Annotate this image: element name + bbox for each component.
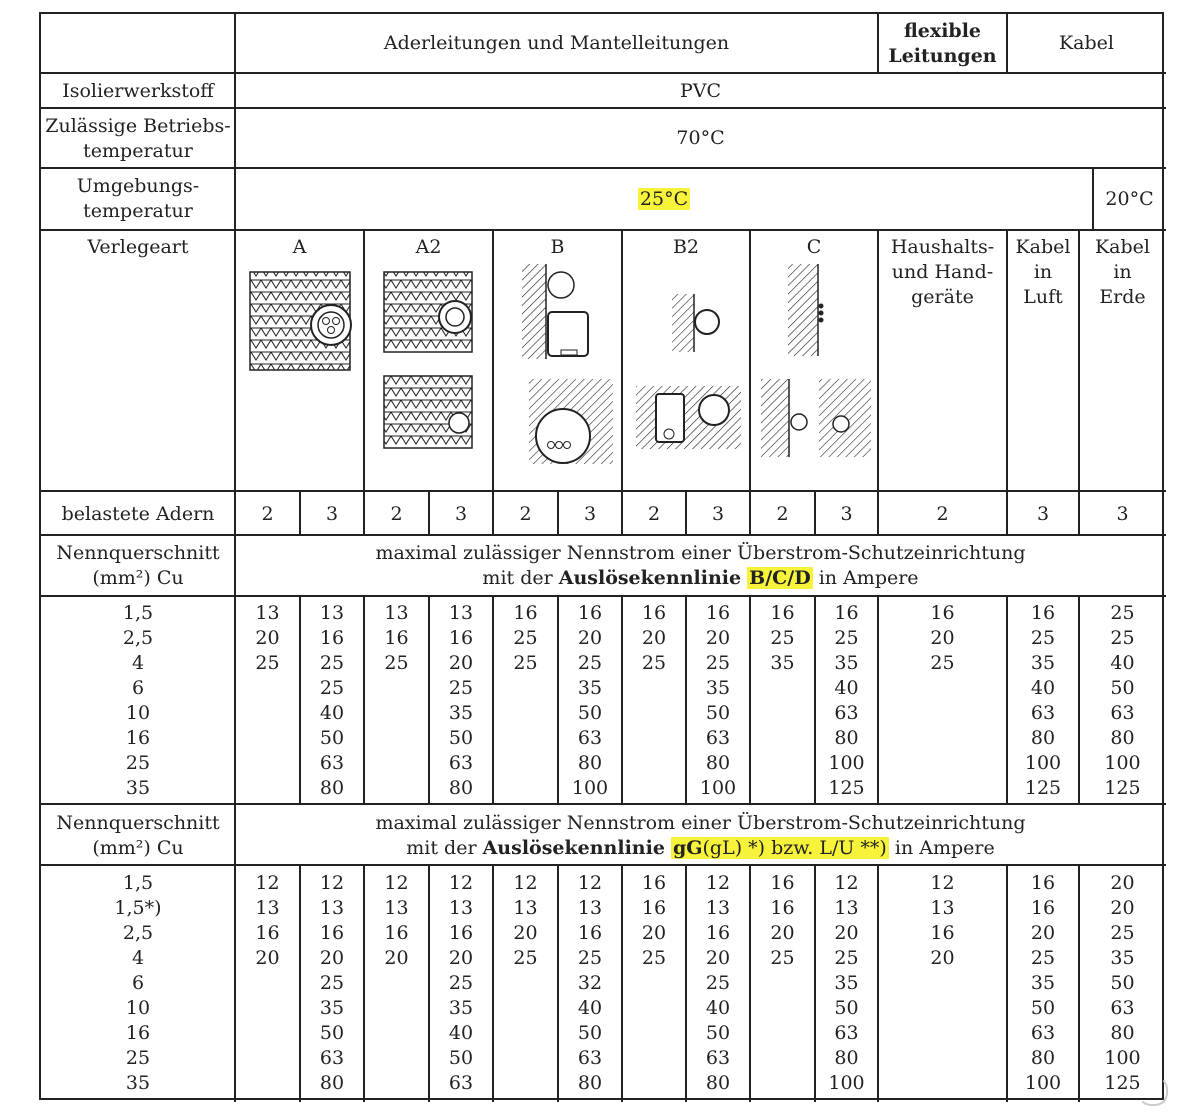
umgebung-value — [235, 187, 1093, 212]
section1-cell: 80 — [319, 777, 345, 799]
section1-cell: 40 — [319, 702, 345, 724]
section1-cell: 50 — [448, 727, 474, 749]
section1-row-label: 35 — [125, 777, 151, 799]
section2-cell: 12 — [930, 872, 955, 894]
section1-cell: 63 — [319, 752, 345, 774]
section1-cell: 125 — [828, 777, 865, 799]
section2-cell: 63 — [1030, 1022, 1056, 1044]
section1-cell: 35 — [705, 677, 731, 699]
verlegeart-a: A — [292, 236, 307, 258]
section1-cell: 16 — [930, 602, 955, 624]
section1-cell: 13 — [255, 602, 280, 624]
section1-cell: 80 — [1110, 727, 1135, 749]
section1-cell: 25 — [577, 652, 603, 674]
section2-row-label: 35 — [125, 1072, 151, 1094]
section1-cell: 125 — [1104, 777, 1141, 799]
section1-cell: 16 — [448, 627, 474, 649]
section2-cell: 100 — [828, 1072, 865, 1094]
section1-cell: 16 — [834, 602, 859, 624]
section2-cell: 13 — [834, 897, 859, 919]
section2-caption-highlight-rest: (gL) *) bzw. L/U **) — [702, 837, 887, 859]
section1-cell: 25 — [930, 652, 955, 674]
section2-cell: 80 — [577, 1072, 603, 1094]
section2-caption-line2 — [235, 836, 1166, 861]
section2-cell: 20 — [930, 947, 955, 969]
section1-cell: 35 — [577, 677, 603, 699]
section2-cell: 100 — [1024, 1072, 1062, 1094]
section2-cell: 25 — [705, 972, 731, 994]
section2-row-label: 16 — [125, 1022, 151, 1044]
section2-cell: 50 — [1030, 997, 1056, 1019]
adern-value: 3 — [583, 503, 597, 525]
section1-cell: 50 — [1110, 677, 1135, 699]
section2-cell: 25 — [770, 947, 795, 969]
section2-cell: 20 — [641, 922, 667, 944]
section1-cell: 16 — [705, 602, 731, 624]
section2-cell: 35 — [1110, 947, 1135, 969]
section1-caption-pre: mit der — [482, 567, 559, 589]
section1-cell: 63 — [448, 752, 474, 774]
section2-cell: 16 — [641, 897, 667, 919]
section1-cell: 35 — [834, 652, 859, 674]
section1-cell: 20 — [705, 627, 731, 649]
section2-cell: 20 — [1110, 897, 1135, 919]
section2-cell: 16 — [1030, 872, 1056, 894]
section2-cell: 16 — [319, 922, 345, 944]
section1-cell: 100 — [571, 777, 609, 799]
section1-cell: 25 — [319, 652, 345, 674]
section1-cell: 25 — [1110, 602, 1135, 624]
header-kabel: Kabel — [1058, 32, 1114, 54]
section2-row-label: 1,5 — [122, 872, 154, 894]
section2-cell: 20 — [1110, 872, 1135, 894]
section1-cell: 25 — [1110, 627, 1135, 649]
verlegeart-label: Verlegeart — [87, 236, 189, 258]
section2-cell: 35 — [319, 997, 345, 1019]
section1-cell: 20 — [641, 627, 667, 649]
section2-row-label: 6 — [131, 972, 145, 994]
section2-cell: 40 — [448, 1022, 474, 1044]
adern-value: 3 — [711, 503, 725, 525]
section2-cell: 16 — [930, 922, 955, 944]
isolier-label: Isolierwerkstoff — [62, 80, 214, 102]
section2-cell: 12 — [319, 872, 345, 894]
section1-cell: 20 — [448, 652, 474, 674]
section2-cell: 20 — [834, 922, 859, 944]
verlegeart-c: C — [806, 236, 822, 258]
section1-cell: 25 — [1030, 627, 1056, 649]
section2-cell: 13 — [930, 897, 955, 919]
verlegeart-kabel-erde-line1: Kabel — [1094, 236, 1150, 258]
isolier-value: PVC — [679, 80, 722, 102]
section2-cell: 80 — [319, 1072, 345, 1094]
section2-cell: 12 — [255, 872, 280, 894]
section1-cell: 100 — [1104, 752, 1141, 774]
adern-value: 3 — [454, 503, 468, 525]
section2-cell: 12 — [384, 872, 409, 894]
section2-cell: 125 — [1104, 1072, 1141, 1094]
betrieb-label-line2: temperatur — [83, 140, 193, 162]
section2-row-label: 25 — [125, 1047, 151, 1069]
adern-value: 2 — [936, 503, 949, 525]
section2-cell: 25 — [1110, 922, 1135, 944]
adern-value: 2 — [776, 503, 789, 525]
verlegeart-a2: A2 — [415, 236, 442, 258]
section1-row-label: 2,5 — [122, 627, 154, 649]
section2-cell: 63 — [577, 1047, 603, 1069]
section2-caption-highlight — [671, 837, 889, 859]
section2-cell: 13 — [255, 897, 280, 919]
section1-cell: 25 — [641, 652, 667, 674]
verlegeart-kabel-erde-line2: in — [1113, 261, 1132, 283]
adern-value: 3 — [1036, 503, 1050, 525]
section1-row-label: 4 — [131, 652, 145, 674]
section2-cell: 20 — [1030, 922, 1056, 944]
section1-cell: 16 — [770, 602, 795, 624]
section2-cell: 63 — [705, 1047, 731, 1069]
section2-cell: 16 — [255, 922, 280, 944]
section2-cell: 20 — [255, 947, 280, 969]
section1-cell: 40 — [1030, 677, 1056, 699]
section1-cell: 25 — [705, 652, 731, 674]
section1-cell: 80 — [577, 752, 603, 774]
section2-cell: 25 — [577, 947, 603, 969]
section1-cell: 13 — [448, 602, 474, 624]
section2-caption-highlight-bold: gG — [672, 837, 703, 859]
section1-caption-post: in Ampere — [812, 567, 919, 589]
section1-caption-bold: Auslösekennlinie — [558, 567, 742, 589]
section1-cell: 63 — [1030, 702, 1056, 724]
section2-cell: 25 — [448, 972, 474, 994]
verlegeart-b2: B2 — [672, 236, 700, 258]
verlegeart-c-illustration — [761, 264, 871, 457]
section2-cell: 12 — [513, 872, 538, 894]
section1-cell: 80 — [834, 727, 859, 749]
verlegeart-haushalt-line2: und Hand- — [891, 261, 994, 283]
section2-cell: 63 — [1110, 997, 1135, 1019]
section2-cell: 80 — [705, 1072, 731, 1094]
section1-cell: 16 — [319, 627, 345, 649]
verlegeart-kabel-erde-line3: Erde — [1099, 286, 1146, 308]
section2-cell: 35 — [834, 972, 859, 994]
section2-cell: 80 — [1110, 1022, 1135, 1044]
header-flexible-line1: flexible — [903, 20, 982, 42]
section1-caption-line2 — [235, 566, 1166, 591]
section1-cell: 100 — [699, 777, 737, 799]
section1-cell: 16 — [384, 627, 409, 649]
section2-cell: 50 — [1110, 972, 1135, 994]
section2-cell: 25 — [641, 947, 667, 969]
section1-cell: 25 — [448, 677, 474, 699]
adern-label: belastete Adern — [61, 503, 215, 525]
section1-cell: 80 — [448, 777, 474, 799]
section1-row-label: 10 — [125, 702, 151, 724]
section2-cell: 13 — [705, 897, 731, 919]
section2-cell: 13 — [448, 897, 474, 919]
section1-cell: 25 — [513, 652, 538, 674]
section2-row-label: 4 — [131, 947, 145, 969]
section1-row-label: 1,5 — [122, 602, 154, 624]
section2-cell: 12 — [705, 872, 731, 894]
section1-cell: 25 — [770, 627, 795, 649]
verlegeart-haushalt-line1: Haushalts- — [890, 236, 995, 258]
section1-cell: 25 — [834, 627, 859, 649]
section1-cell: 13 — [384, 602, 409, 624]
section1-cell: 40 — [1110, 652, 1135, 674]
verlegeart-a-illustration — [250, 272, 351, 370]
section2-cell: 50 — [448, 1047, 474, 1069]
section2-cell: 20 — [770, 922, 795, 944]
section1-cell: 20 — [255, 627, 280, 649]
section2-cell: 35 — [1030, 972, 1056, 994]
section1-cell: 20 — [930, 627, 955, 649]
ampacity-table — [39, 12, 1164, 1100]
section1-cell: 25 — [384, 652, 409, 674]
section1-cell: 63 — [577, 727, 603, 749]
section1-cell: 25 — [255, 652, 280, 674]
section1-cell: 13 — [319, 602, 345, 624]
section1-cell: 16 — [641, 602, 667, 624]
verlegeart-b-illustration — [522, 264, 613, 464]
section2-cell: 25 — [513, 947, 538, 969]
section1-cell: 20 — [577, 627, 603, 649]
section2-cell: 13 — [384, 897, 409, 919]
adern-value: 3 — [325, 503, 339, 525]
section2-cell: 20 — [448, 947, 474, 969]
section1-label-line1: Nennquerschnitt — [56, 542, 220, 564]
section1-caption-line1: maximal zulässiger Nennstrom einer Überstrom-Schutzeinrichtung — [375, 542, 1026, 564]
section2-cell: 16 — [705, 922, 731, 944]
section2-cell: 25 — [1030, 947, 1056, 969]
betrieb-value: 70°C — [676, 127, 725, 149]
header-aderleitungen: Aderleitungen und Mantelleitungen — [383, 32, 730, 54]
section1-cell: 40 — [834, 677, 859, 699]
umgebung-value-highlight: 25°C — [639, 188, 689, 210]
section2-row-label: 1,5*) — [114, 897, 162, 919]
section2-cell: 63 — [448, 1072, 474, 1094]
section1-cell: 35 — [1030, 652, 1056, 674]
section2-cell: 50 — [834, 997, 859, 1019]
section1-cell: 100 — [1024, 752, 1062, 774]
section2-cell: 16 — [641, 872, 667, 894]
section1-cell: 16 — [1030, 602, 1056, 624]
betrieb-label-line1: Zulässige Betriebs- — [45, 115, 231, 137]
section2-cell: 16 — [448, 922, 474, 944]
section2-row-label: 2,5 — [122, 922, 154, 944]
section2-cell: 12 — [577, 872, 603, 894]
section2-caption-pre: mit der — [406, 837, 483, 859]
section2-cell: 16 — [1030, 897, 1056, 919]
section2-cell: 80 — [834, 1047, 859, 1069]
section2-cell: 100 — [1104, 1047, 1141, 1069]
section2-cell: 20 — [513, 922, 538, 944]
section1-row-label: 16 — [125, 727, 151, 749]
header-flexible-line2: Leitungen — [888, 45, 997, 67]
section2-cell: 13 — [319, 897, 345, 919]
section1-cell: 16 — [513, 602, 538, 624]
verlegeart-kabel-luft-line2: in — [1033, 261, 1053, 283]
section1-cell: 125 — [1024, 777, 1062, 799]
adern-value: 3 — [1116, 503, 1129, 525]
section2-label-line1: Nennquerschnitt — [56, 812, 220, 834]
section1-cell: 35 — [770, 652, 795, 674]
verlegeart-kabel-luft-line3: Luft — [1023, 286, 1063, 308]
adern-value: 2 — [390, 503, 403, 525]
section2-cell: 50 — [705, 1022, 731, 1044]
section2-cell: 63 — [834, 1022, 859, 1044]
section2-caption-post: in Ampere — [888, 837, 995, 859]
section2-caption-bold: Auslösekennlinie — [482, 837, 665, 859]
section1-label-line2: (mm²) Cu — [92, 567, 184, 589]
verlegeart-a2-illustration — [384, 272, 472, 448]
section2-cell: 12 — [448, 872, 474, 894]
section2-label-line2: (mm²) Cu — [92, 837, 184, 859]
verlegeart-kabel-luft-line1: Kabel — [1015, 236, 1071, 258]
section2-cell: 63 — [319, 1047, 345, 1069]
section2-cell: 13 — [577, 897, 603, 919]
section1-cell: 63 — [834, 702, 859, 724]
section2-cell: 20 — [384, 947, 409, 969]
section1-cell: 50 — [319, 727, 345, 749]
section1-cell: 100 — [828, 752, 865, 774]
verlegeart-b2-illustration — [636, 294, 741, 449]
section1-cell: 63 — [705, 727, 731, 749]
section2-cell: 25 — [834, 947, 859, 969]
section2-cell: 16 — [577, 922, 603, 944]
section1-row-label: 25 — [125, 752, 151, 774]
adern-value: 3 — [840, 503, 853, 525]
umgebung-label-line1: Umgebungs- — [76, 175, 200, 197]
umgebung-label-line2: temperatur — [83, 200, 193, 222]
adern-value: 2 — [647, 503, 661, 525]
section1-cell: 50 — [577, 702, 603, 724]
section1-cell: 80 — [705, 752, 731, 774]
section2-cell: 20 — [705, 947, 731, 969]
section2-cell: 13 — [513, 897, 538, 919]
verlegeart-b: B — [550, 236, 565, 258]
section2-cell: 16 — [770, 897, 795, 919]
section2-cell: 12 — [834, 872, 859, 894]
section1-row-label: 6 — [131, 677, 145, 699]
section2-cell: 40 — [577, 997, 603, 1019]
section1-cell: 25 — [319, 677, 345, 699]
section1-cell: 16 — [577, 602, 603, 624]
section1-cell: 80 — [1030, 727, 1056, 749]
verlegeart-haushalt-line3: geräte — [911, 286, 974, 308]
section1-cell: 63 — [1110, 702, 1135, 724]
section2-cell: 35 — [448, 997, 474, 1019]
section2-cell: 16 — [384, 922, 409, 944]
adern-value: 2 — [261, 503, 274, 525]
section2-cell: 50 — [577, 1022, 603, 1044]
section2-cell: 40 — [705, 997, 731, 1019]
section1-caption-highlight: B/C/D — [749, 567, 811, 589]
umgebung-value-kabel: 20°C — [1105, 188, 1154, 210]
section2-cell: 80 — [1030, 1047, 1056, 1069]
section2-caption-line1: maximal zulässiger Nennstrom einer Überstrom-Schutzeinrichtung — [375, 812, 1026, 834]
section2-cell: 20 — [319, 947, 345, 969]
section2-cell: 16 — [770, 872, 795, 894]
section2-cell: 32 — [577, 972, 603, 994]
section1-cell: 25 — [513, 627, 538, 649]
section1-cell: 50 — [705, 702, 731, 724]
section2-row-label: 10 — [125, 997, 151, 1019]
section1-cell: 35 — [448, 702, 474, 724]
adern-value: 2 — [519, 503, 532, 525]
section2-cell: 25 — [319, 972, 345, 994]
section2-cell: 50 — [319, 1022, 345, 1044]
